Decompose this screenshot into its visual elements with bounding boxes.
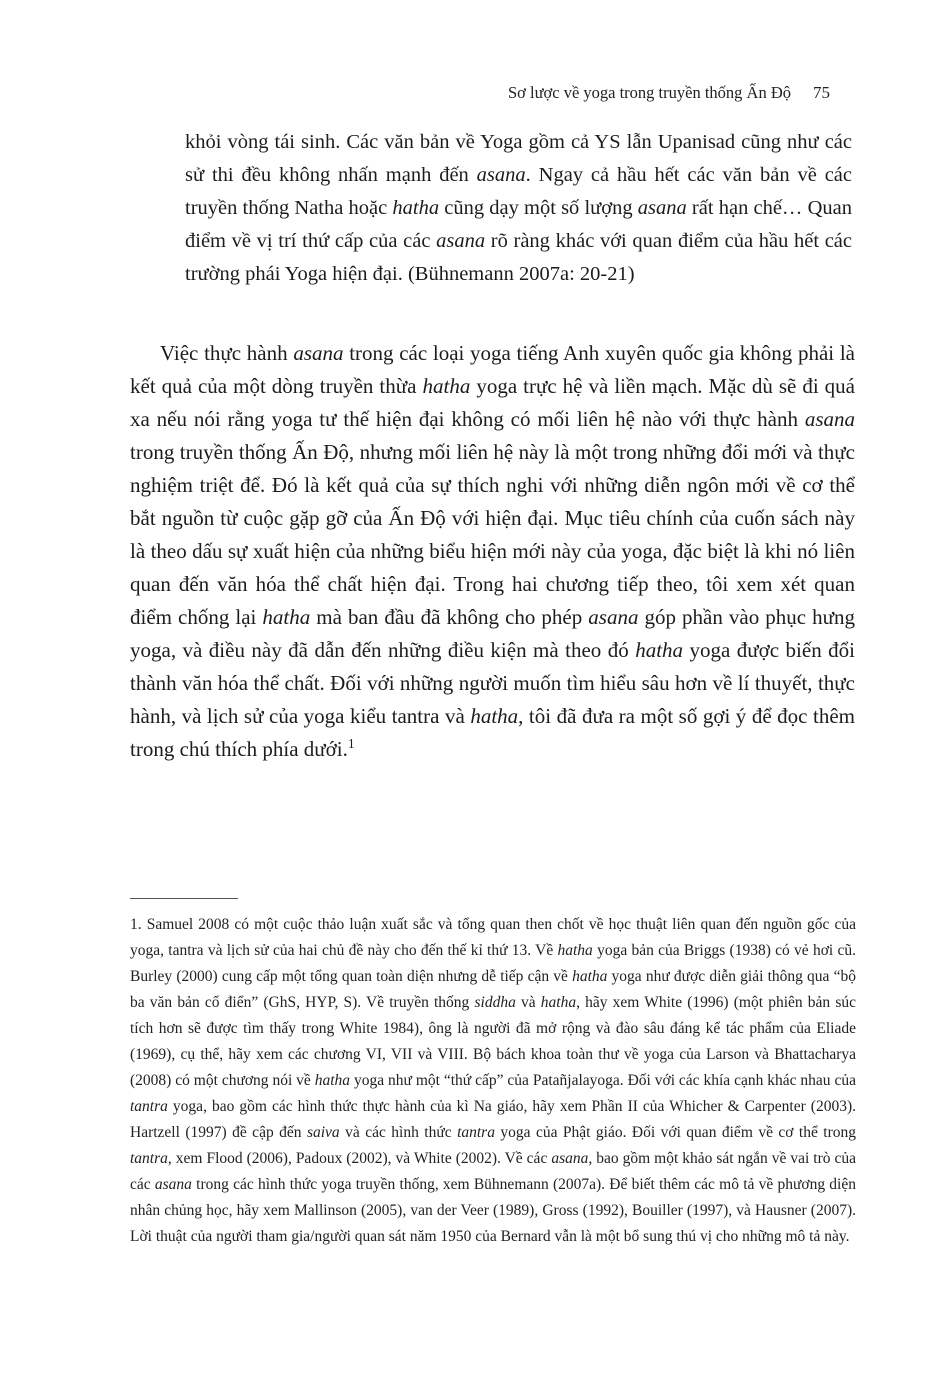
running-head-title: Sơ lược về yoga trong truyền thống Ấn Độ bbox=[507, 83, 791, 102]
block-quote: khỏi vòng tái sinh. Các văn bản về Yoga gồm cả YS lẫn Upanisad cũng như các sử thi đều không nhấn mạnh đến asana. Ngay cả hầu hết các văn bản về các truyền thống Natha hoặc hatha cũng dạy một số lượng asana rất hạn chế… Quan điểm về vị trí thứ cấp của các asana rõ ràng khác với quan điểm của hầu hết các trường phái Yoga hiện đại. (Bühnemann 2007a: 20-21) bbox=[185, 131, 852, 285]
running-head bbox=[130, 83, 830, 103]
footnote-text: 1. Samuel 2008 có một cuộc thảo luận xuất sắc và tổng quan then chốt về học thuật liên quan đến nguồn gốc của yoga, tantra và lịch sử của hai chủ đề này cho đến thế kỉ thứ 13. Về hatha yoga bản của Briggs (1938) có vẻ hơi cũ. Burley (2000) cung cấp một tổng quan toàn diện nhưng dễ tiếp cận về hatha yoga như được diễn giải thông qua “bộ ba văn bản cổ điển” (GhS, HYP, S). Về truyền thống siddha và hatha, hãy xem White (1996) (một phiên bản súc tích hơn sẽ được tìm thấy trong White 1984), ông là người đã mở rộng và đào sâu đáng kể tác phẩm của Eliade (1969), cụ thể, hãy xem các chương VI, VII và VIII. Bộ bách khoa toàn thư về yoga của Larson và Bhattacharya (2008) có một chương nói về hatha yoga như một “thứ cấp” của Patañjalayoga. Đối với các khía cạnh khác nhau của tantra yoga, bao gồm các hình thức thực hành của kì Na giáo, hãy xem Phần II của Whicher & Carpenter (2003). Hartzell (1997) đề cập đến saiva và các hình thức tantra yoga của Phật giáo. Đối với quan điểm về cơ thể trong tantra, xem Flood (2006), Padoux (2002), và White (2002). Về các asana, bao gồm một khảo sát ngắn về vai trò của các asana trong các hình thức yoga truyền thống, xem Bühnemann (2007a). Để biết thêm các mô tả về phương diện nhân chủng học, hãy xem Mallinson (2005), van der Veer (1989), Gross (1992), Bouiller (1997), và Hausner (2007). Lời thuật của người tham gia/người quan sát năm 1950 của Bernard vẫn là một bổ sung thú vị cho những mô tả này. bbox=[130, 916, 856, 1245]
page-number: 75 bbox=[813, 83, 830, 102]
footnote-separator-rule bbox=[130, 898, 238, 899]
body-paragraph: Việc thực hành asana trong các loại yoga tiếng Anh xuyên quốc gia không phải là kết quả của một dòng truyền thừa hatha yoga trực hệ và liền mạch. Mặc dù sẽ đi quá xa nếu nói rằng yoga tư thế hiện đại không có mối liên hệ nào với thực hành asana trong truyền thống Ấn Độ, nhưng mối liên hệ này là một trong những đổi mới và thực nghiệm triệt để. Đó là kết quả của sự thích nghi với những diễn ngôn mới về cơ thể bắt nguồn từ cuộc gặp gỡ của Ấn Độ với hiện đại. Mục tiêu chính của cuốn sách này là theo dấu sự xuất hiện của những biểu hiện mới này của yoga, đặc biệt là khi nó liên quan đến văn hóa thể chất hiện đại. Trong hai chương tiếp theo, tôi xem xét quan điểm chống lại hatha mà ban đầu đã không cho phép asana góp phần vào phục hưng yoga, và điều này đã dẫn đến những điều kiện mà theo đó hatha yoga được biến đổi thành văn hóa thể chất. Đối với những người muốn tìm hiểu sâu hơn về lí thuyết, thực hành, và lịch sử của yoga kiểu tantra và hatha, tôi đã đưa ra một số gợi ý để đọc thêm trong chú thích phía dưới.$^1$ bbox=[130, 341, 855, 761]
